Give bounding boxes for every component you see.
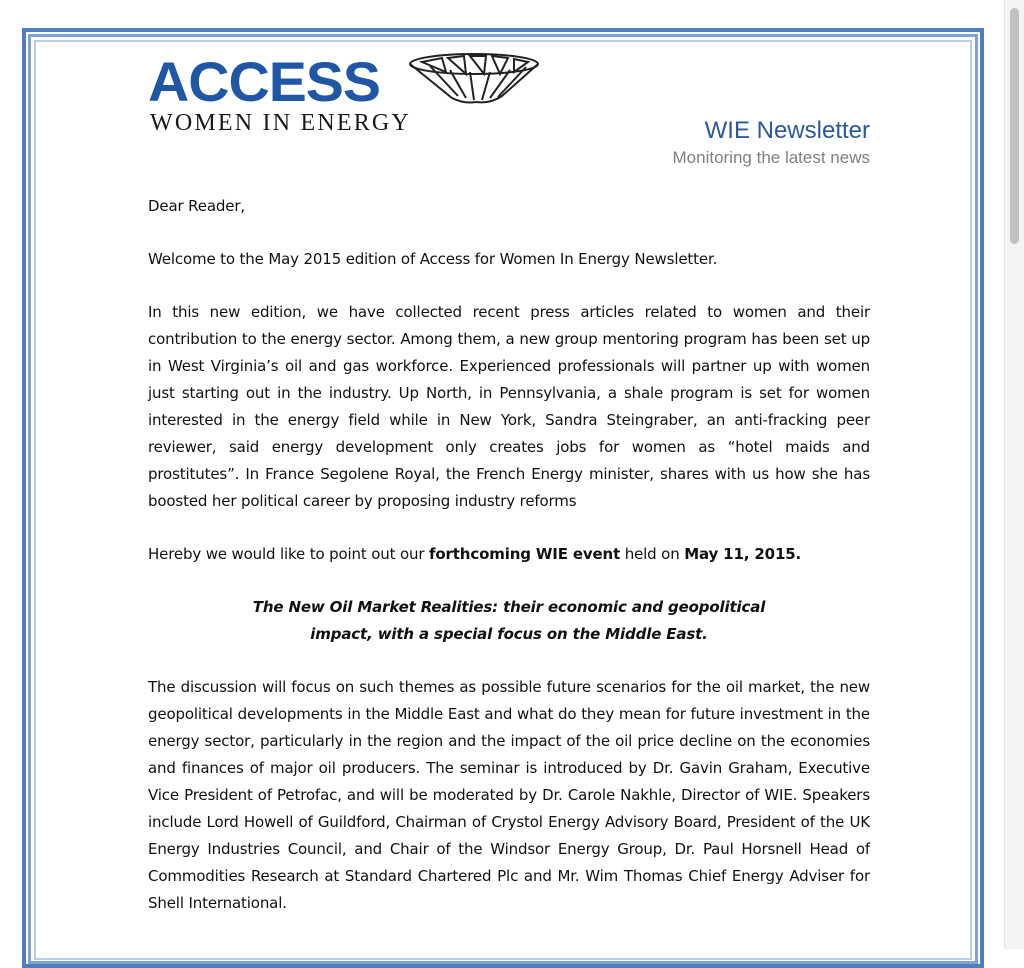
newsletter-subtitle: Monitoring the latest news xyxy=(672,148,870,167)
vertical-scrollbar[interactable] xyxy=(1004,0,1024,949)
event-text-1: Hereby we would like to point out our xyxy=(148,545,429,563)
newsletter-title: WIE Newsletter xyxy=(704,117,870,144)
event-announcement xyxy=(148,541,870,568)
access-wie-logo xyxy=(148,50,548,140)
scrollbar-thumb[interactable] xyxy=(1010,8,1019,244)
event-text-2: held on xyxy=(620,545,685,563)
welcome-paragraph: Welcome to the May 2015 edition of Access for Women In Energy Newsletter. xyxy=(148,250,718,268)
event-title-line-1: The New Oil Market Realities: their economic and geopolitical xyxy=(252,598,766,616)
logo-wordmark: ACCESS xyxy=(148,50,380,113)
event-title xyxy=(148,594,870,648)
logo-tagline: WOMEN IN ENERGY xyxy=(150,110,411,136)
discussion-paragraph: The discussion will focus on such themes as possible future scenarios for the oil market, the new geopolitical developments in the Middle East and what do they mean for future investment in the energy sector, particularly in the region and the impact of the oil price decline on the economies and finances of major oil producers. The seminar is introduced by Dr. Gavin Graham, Executive Vice President of Petrofac, and will be moderated by Dr. Carole Nakhle, Director of WIE. Speakers include Lord Howell of Guildford, Chairman of Crystol Energy Advisory Board, President of the UK Energy Industries Council, and Chair of the Windsor Energy Group, Dr. Paul Horsnell Head of Commodities Research at Standard Chartered Plc and Mr. Wim Thomas Chief Energy Adviser for Shell International. xyxy=(148,678,870,912)
letter-body xyxy=(148,193,870,917)
event-date: May 11, 2015. xyxy=(684,545,802,563)
greeting: Dear Reader, xyxy=(148,197,245,215)
event-link-text: forthcoming WIE event xyxy=(429,545,621,563)
intro-paragraph: In this new edition, we have collected recent press articles related to women and their contribution to the energy sector. Among them, a new group mentoring program has been set up in West Virginia’s oil and gas workforce. Experienced professionals will partner up with women just starting out in the industry. Up North, in Pennsylvania, a shale program is set for women interested in the energy field while in New York, Sandra Steingraber, an anti-fracking peer reviewer, said energy development only creates jobs for women as “hotel maids and prostitutes”. In France Segolene Royal, the French Energy minister, shares with us how she has boosted her political career by proposing industry reforms xyxy=(148,303,870,510)
fan-icon xyxy=(402,50,542,110)
event-title-line-2: impact, with a special focus on the Middle East. xyxy=(310,625,708,643)
